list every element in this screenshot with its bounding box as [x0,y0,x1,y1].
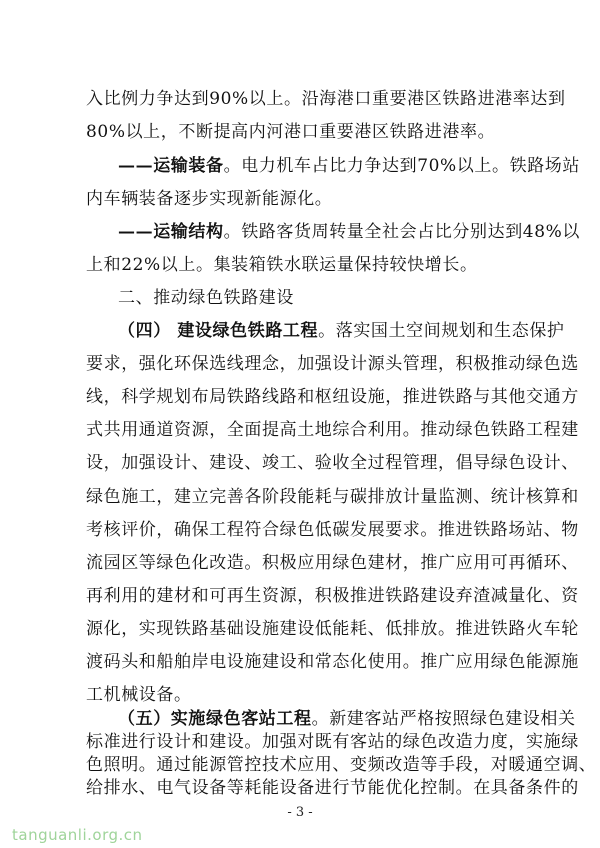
body-line: 入比例力争达到90%以上。沿海港口重要港区铁路进港率达到 [86,89,566,109]
body-line: 绿色施工，建立完善各阶段能耗与碳排放计量监测、统计核算和 [86,487,579,507]
page-number: - 3 - [287,805,313,820]
body-line: 标准进行设计和建设。加强对既有客站的绿色改造力度，实施绿 [86,732,579,752]
body-line: 渡码头和船舶岸电设施建设和常态化使用。推广应用绿色能源施 [86,652,579,672]
watermark: tanguanli.org.cn [12,826,143,844]
body-line: 线，科学规划布局铁路线路和枢纽设施，推进铁路与其他交通方 [86,387,579,407]
body-line: 给排水、电气设备等耗能设备进行节能优化控制。在具备条件的 [86,778,579,798]
body-line: 再利用的建材和可再生资源，积极推进铁路建设弃渣减量化、资 [86,586,579,606]
transport-equipment-label: ——运输装备 [118,156,224,176]
item5-label: （五）实施绿色客站工程 [118,709,312,729]
item5-paragraph [118,708,576,730]
body-line: 色照明。通过能源管控技术应用、变频改造等手段，对暖通空调、 [86,755,597,775]
transport-equipment-paragraph [118,155,580,177]
item4-paragraph [118,320,565,342]
transport-structure-paragraph [118,221,580,243]
body-line: 工机械设备。 [86,685,192,705]
item5-text: 。新建客站严格按照绿色建设相关 [311,709,576,729]
transport-structure-text: 。铁路客货周转量全社会占比分别达到48%以 [223,222,580,242]
body-line: 源化，实现铁路基础设施建设低能耗、低排放。推进铁路火车轮 [86,619,579,639]
section-heading: 二、推动绿色铁路建设 [118,288,294,308]
body-line: 考核评价，确保工程符合绿色低碳发展要求。推进铁路场站、物 [86,520,579,540]
body-line: 设，加强设计、建设、竣工、验收全过程管理，倡导绿色设计、 [86,453,579,473]
item4-text: 。落实国土空间规划和生态保护 [318,321,565,341]
transport-equipment-text: 。电力机车占比力争达到70%以上。铁路场站 [223,156,580,176]
body-line: 式共用通道资源，全面提高土地综合利用。推动绿色铁路工程建 [86,420,579,440]
item4-label: （四） 建设绿色铁路工程 [118,321,319,341]
body-line: 80%以上，不断提高内河港口重要港区铁路进港率。 [86,122,496,142]
body-line: 要求，强化环保选线理念，加强设计源头管理，积极推动绿色选 [86,354,579,374]
body-line: 流园区等绿色化改造。积极应用绿色建材，推广应用可再循环、 [86,553,579,573]
body-line: 上和22%以上。集装箱铁水联运量保持较快增长。 [86,255,478,275]
transport-structure-label: ——运输结构 [118,222,224,242]
body-line: 内车辆装备逐步实现新能源化。 [86,189,333,209]
